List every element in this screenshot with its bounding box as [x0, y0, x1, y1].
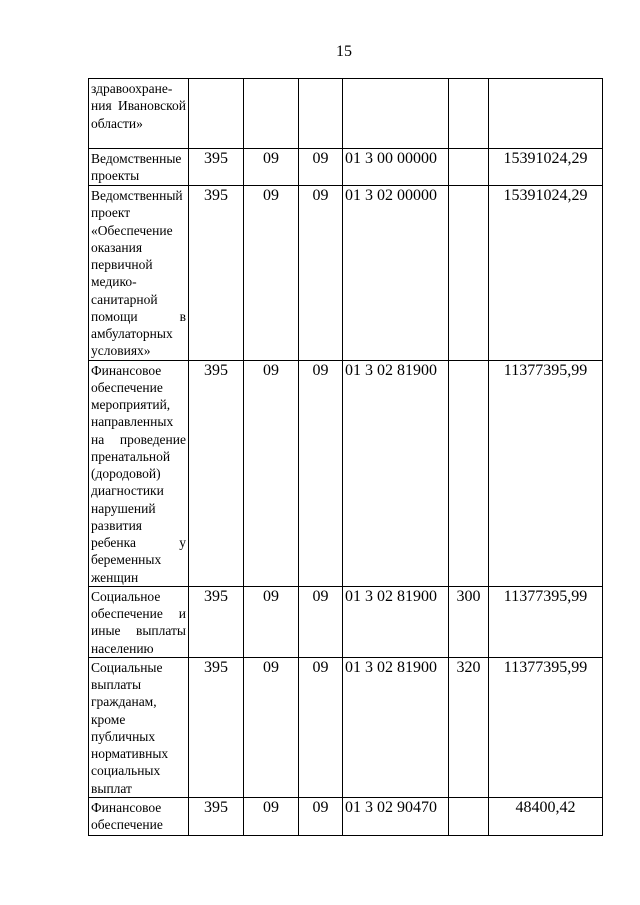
cell-section-code: 09 [244, 186, 299, 361]
cell-name: Социальное обеспечение и иные выплаты населению [89, 586, 189, 657]
cell-subsection-code: 09 [299, 586, 343, 657]
cell-target-article-code: 01 3 02 81900 [343, 586, 449, 657]
cell-expense-type-code: 320 [449, 657, 489, 797]
cell-expense-type-code [449, 797, 489, 835]
cell-subsection-code: 09 [299, 360, 343, 586]
cell-section-code: 09 [244, 586, 299, 657]
cell-amount: 11377395,99 [489, 586, 603, 657]
cell-name: Социальные выплаты гражданам, кроме публичных нормативных социальных выплат [89, 657, 189, 797]
table-row [89, 186, 603, 361]
cell-name: Ведомственный проект «Обеспечение оказания первичной медико-санитарной помощи в амбулаторных условиях» [89, 186, 189, 361]
cell-target-article-code: 01 3 00 00000 [343, 149, 449, 186]
cell-grbs-code: 395 [189, 360, 244, 586]
cell-section-code [244, 79, 299, 149]
cell-expense-type-code: 300 [449, 586, 489, 657]
budget-table [88, 78, 603, 836]
page-number: 15 [336, 43, 352, 60]
cell-amount: 11377395,99 [489, 657, 603, 797]
cell-target-article-code: 01 3 02 90470 [343, 797, 449, 835]
cell-amount: 15391024,29 [489, 149, 603, 186]
cell-section-code: 09 [244, 657, 299, 797]
table-row [89, 149, 603, 186]
cell-expense-type-code [449, 360, 489, 586]
cell-grbs-code: 395 [189, 797, 244, 835]
cell-section-code: 09 [244, 149, 299, 186]
cell-section-code: 09 [244, 360, 299, 586]
cell-subsection-code: 09 [299, 657, 343, 797]
cell-subsection-code: 09 [299, 149, 343, 186]
cell-grbs-code: 395 [189, 657, 244, 797]
cell-amount: 15391024,29 [489, 186, 603, 361]
table-row [89, 797, 603, 835]
cell-name: Ведомственные проекты [89, 149, 189, 186]
cell-amount [489, 79, 603, 149]
cell-target-article-code [343, 79, 449, 149]
cell-subsection-code: 09 [299, 797, 343, 835]
cell-target-article-code: 01 3 02 81900 [343, 360, 449, 586]
table-row [89, 586, 603, 657]
table-row [89, 657, 603, 797]
cell-target-article-code: 01 3 02 81900 [343, 657, 449, 797]
cell-expense-type-code [449, 149, 489, 186]
budget-table-body [89, 79, 603, 836]
cell-grbs-code: 395 [189, 186, 244, 361]
cell-subsection-code [299, 79, 343, 149]
cell-target-article-code: 01 3 02 00000 [343, 186, 449, 361]
cell-amount: 11377395,99 [489, 360, 603, 586]
table-row [89, 79, 603, 149]
table-row [89, 360, 603, 586]
cell-grbs-code: 395 [189, 586, 244, 657]
cell-section-code: 09 [244, 797, 299, 835]
cell-grbs-code: 395 [189, 149, 244, 186]
cell-amount: 48400,42 [489, 797, 603, 835]
cell-subsection-code: 09 [299, 186, 343, 361]
cell-name: здравоохране-ния Ивановской области» [89, 79, 189, 149]
cell-expense-type-code [449, 186, 489, 361]
cell-grbs-code [189, 79, 244, 149]
cell-expense-type-code [449, 79, 489, 149]
cell-name: Финансовое обеспечение мероприятий, направленных на проведение пренатальной (дородовой) диагностики нарушений развития ребенка у беременных женщин [89, 360, 189, 586]
cell-name: Финансовое обеспечение [89, 797, 189, 835]
